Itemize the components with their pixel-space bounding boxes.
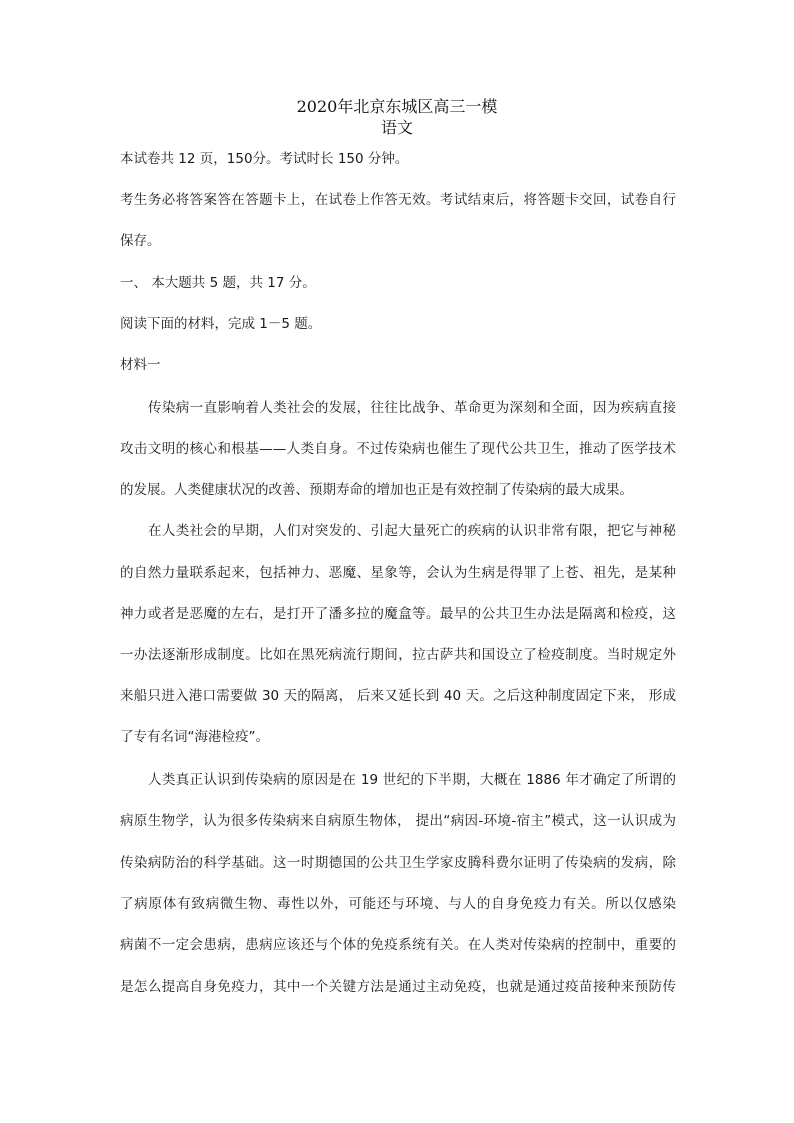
- paragraph-3-line: 人类真正认识到传染病的原因是在 19 世纪的下半期，大概在 1886 年才确定了所谓的: [148, 772, 676, 788]
- paragraph-2-line: 在人类社会的早期，人们对突发的、引起大量死亡的疾病的认识非常有限，把它与神秘: [148, 523, 676, 539]
- section-instruction: 阅读下面的材料，完成 1－5 题。: [120, 316, 322, 332]
- paragraph-3-line: 是怎么提高自身免疫力，其中一个关键方法是通过主动免疫，也就是通过疫苗接种来预防传: [120, 979, 676, 995]
- paragraph-3-line: 病原生物学，认为很多传染病来自病原生物体， 提出“病因-环境-宿主”模式，这一认识成为: [120, 813, 676, 829]
- intro-line-1: 本试卷共 12 页，150分。考试时长 150 分钟。: [120, 151, 409, 167]
- exam-title: 2020年北京东城区高三一模: [296, 97, 498, 116]
- material-label: 材料一: [120, 357, 161, 373]
- paragraph-2-line: 一办法逐渐形成制度。比如在黑死病流行期间，拉古萨共和国设立了检疫制度。当时规定外: [120, 647, 676, 663]
- paragraph-2-line: 来船只进入港口需要做 30 天的隔离， 后来又延长到 40 天。之后这种制度固定下来， 形成: [120, 688, 676, 704]
- paragraph-3-line: 了病原体有致病微生物、毒性以外，可能还与环境、与人的自身免疫力有关。所以仅感染: [120, 896, 676, 912]
- paragraph-3-line: 传染病防治的科学基础。这一时期德国的公共卫生学家皮腾科费尔证明了传染病的发病，除: [120, 855, 676, 871]
- section-heading: 一、 本大题共 5 题，共 17 分。: [120, 275, 316, 291]
- paragraph-2-line: 了专有名词“海港检疫”。: [120, 729, 269, 745]
- intro-line-2a: 考生务必将答案答在答题卡上，在试卷上作答无效。考试结束后，将答题卡交回，试卷自行: [120, 192, 676, 208]
- paragraph-1-line: 的发展。人类健康状况的改善、预期寿命的增加也正是有效控制了传染病的最大成果。: [120, 482, 633, 498]
- paragraph-1-line: 攻击文明的核心和根基——人类自身。不过传染病也催生了现代公共卫生，推动了医学技术: [120, 441, 676, 457]
- paragraph-3-line: 病菌不一定会患病，患病应该还与个体的免疫系统有关。在人类对传染病的控制中，重要的: [120, 937, 676, 953]
- paragraph-2-line: 的自然力量联系起来，包括神力、恶魔、星象等，会认为生病是得罪了上苍、祖先，是某种: [120, 565, 676, 581]
- paragraph-1-line: 传染病一直影响着人类社会的发展，往往比战争、革命更为深刻和全面，因为疾病直接: [148, 400, 676, 416]
- exam-subject: 语文: [380, 118, 413, 137]
- paragraph-2-line: 神力或者是恶魔的左右，是打开了潘多拉的魔盒等。最早的公共卫生办法是隔离和检疫，这: [120, 606, 676, 622]
- intro-line-2b: 保存。: [120, 233, 161, 249]
